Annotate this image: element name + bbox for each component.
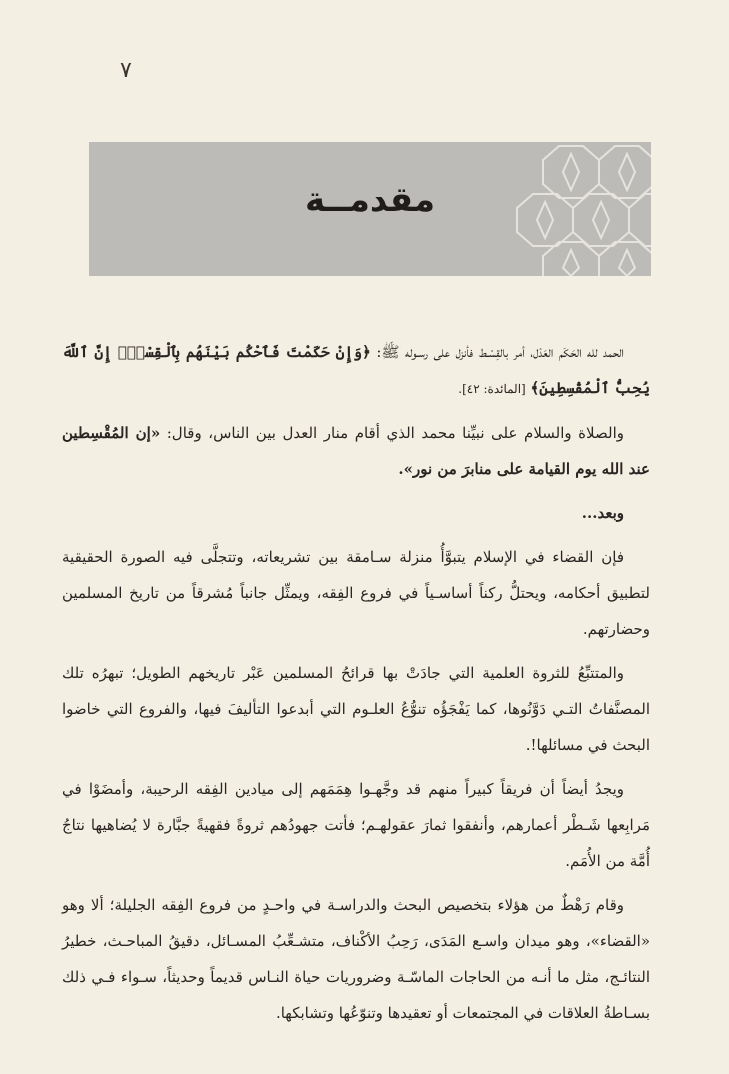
paragraph xyxy=(62,334,650,407)
paragraph xyxy=(62,771,650,879)
page-number: ٧ xyxy=(120,58,132,83)
page-title: مقدمــة xyxy=(304,180,436,220)
paragraph xyxy=(62,887,650,1031)
text-run: الحمد لله الحَكَم العَدْل، أمر بالقِسْـط فأنزل على رسـوله ﷺ: xyxy=(370,343,624,361)
text-run: والصلاة والسلام على نبيِّنا محمد الذي أقام منار العدل بين الناس، وقال: xyxy=(160,424,624,442)
title-banner xyxy=(89,142,651,276)
intro-text xyxy=(62,334,650,1039)
text-run: فإن القضاء في الإسلام يتبوَّأُ منزلة سـامقة بين تشريعاته، وتتجلَّى فيه الصورة الحقيقية لتطبيق أحكامه، ويحتلُّ ركناً أساسـياً في فروع الفِقه، ويمثِّل جانباً مُشرقاً من تاريخ المسلمين وحضارتهم. xyxy=(62,548,650,638)
paragraph xyxy=(62,655,650,763)
hadith-quote: «إن المُقْسِطين عند الله يوم القيامة على منابرَ من نور». xyxy=(62,424,650,478)
text-run: ويجدُ أيضاً أن فريقاً كبيراً منهم قد وجَّهـوا هِمَمَهم إلى ميادين الفِقه الرحيبة، وأمضَوْا في مَرابِعها شَـطْر أعمارهم، وأنفقوا ثمارَ عقولهـم؛ فأتت جهودُهم ثروةً فقهيةً جبَّارة لا يُضاهيها نتاجُ أُمَّة من الأُمَم. xyxy=(62,780,650,870)
text-run: والمتتبِّعُ للثروة العلمية التي جادَتْ بها قرائحُ المسلمين عَبْر تاريخهم الطويل؛ تبهرُه تلك المصنَّفاتُ التـي دَوَّنُوها، كما يَفْجَؤُه تنوُّعُ العلـوم التي أبدعوا التأليفَ فيها، والفروع التي خاضوا البحث في مسائلها!. xyxy=(62,664,650,754)
verse-reference: [المائدة: ٤٢]. xyxy=(458,382,526,396)
paragraph xyxy=(62,539,650,647)
paragraph xyxy=(62,415,650,487)
quran-verse: ﴿وَإِنْ حَكَمْتَ فَٱحْكُم بَيْنَهُم بِٱلْقِسْطِۚ إِنَّ ٱللَّهَ يُحِبُّ ٱلْمُقْسِطِينَ﴾ xyxy=(62,343,650,397)
section-heading: وبعد... xyxy=(581,504,624,522)
text-run: وقام رَهْطٌ من هؤلاء بتخصيص البحث والدراسـة في واحـدٍ من فروع الفِقه الجليلة؛ ألا وهو «القضاء»، وهو ميدان واسـع المَدَى، رَحِبُ الأكْناف، متشـعِّبُ المسـائل، دقيقُ المباحـث، خطيرُ النتائـج، مثل ما أنـه من الحاجات الماسّـة وضروريات حياة النـاس قديماً وحديثاً، سـواء فـي ذلك بسـاطةُ العلاقات في المجتمعات أو تعقيدها وتنوّعُها وتشابكها. xyxy=(62,896,650,1022)
